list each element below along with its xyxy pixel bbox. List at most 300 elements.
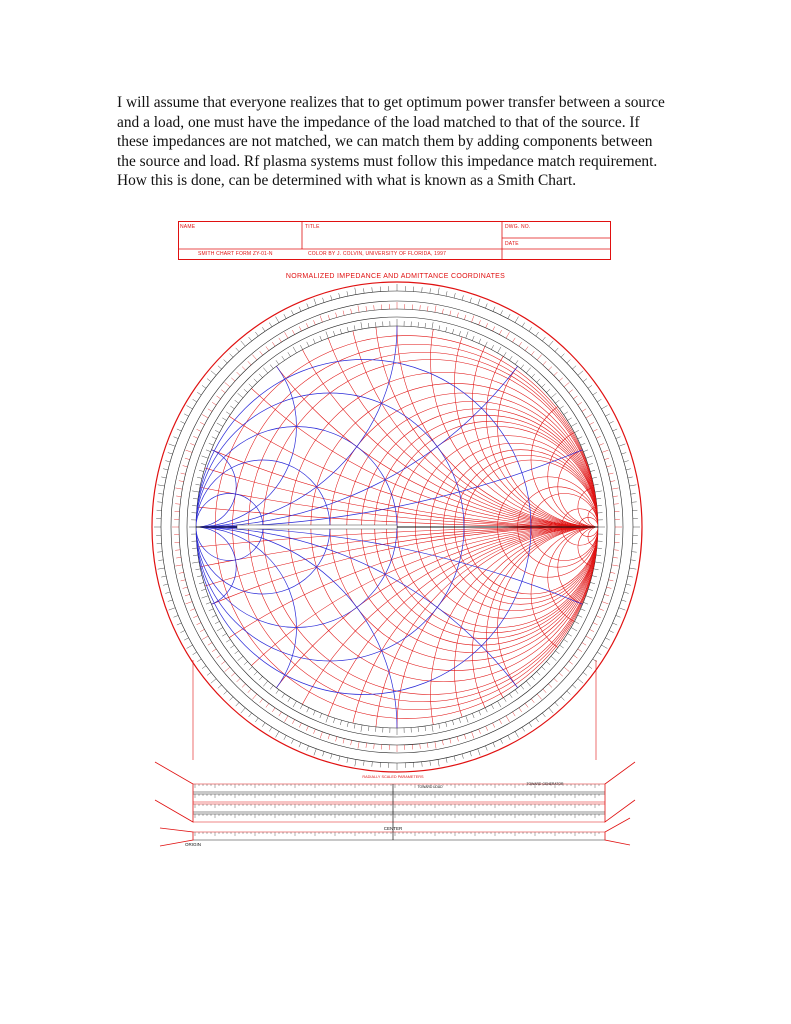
scale-tick <box>605 414 609 416</box>
scale-tick <box>320 336 322 341</box>
scale-tick <box>259 374 262 378</box>
scale-tick <box>609 580 614 581</box>
scale-tick <box>446 291 447 296</box>
scale-tick <box>567 634 571 637</box>
scale-tick <box>551 656 556 660</box>
origin-label: ORIGIN <box>184 842 202 847</box>
scale-tick <box>236 348 239 352</box>
scale-tick <box>581 443 586 445</box>
scale-tick <box>262 327 265 331</box>
scale-tick <box>326 332 328 339</box>
scale-tick <box>326 716 328 723</box>
scale-tick <box>599 443 604 445</box>
scale-tick <box>292 719 294 723</box>
scale-tick <box>593 392 597 395</box>
scale-tick <box>372 762 373 767</box>
scale-tick <box>616 437 621 439</box>
ruler-right-cap <box>605 762 635 822</box>
scale-tick <box>282 694 285 698</box>
scale-tick <box>586 456 593 458</box>
scale-tick <box>509 694 512 698</box>
scale-tick <box>231 378 235 381</box>
scale-tick <box>621 453 626 455</box>
scale-tick <box>231 673 235 676</box>
date-label: DATE <box>505 241 519 247</box>
scale-tick <box>218 685 222 688</box>
scale-tick <box>629 485 636 486</box>
reactance-arc <box>498 326 699 527</box>
scale-tick <box>208 409 212 412</box>
scale-tick <box>498 701 502 707</box>
scale-tick <box>420 305 421 310</box>
reactance-arc <box>196 527 791 1024</box>
susceptance-arc <box>0 125 397 527</box>
scale-tick <box>631 560 636 561</box>
scale-tick <box>260 351 263 355</box>
scale-tick <box>328 734 330 739</box>
scale-tick <box>542 384 546 387</box>
scale-tick <box>254 379 257 383</box>
scale-tick <box>180 421 184 423</box>
scale-tick <box>554 372 558 375</box>
scale-tick <box>435 742 436 749</box>
scale-tick <box>262 723 265 727</box>
scale-tick <box>589 629 593 631</box>
scale-tick <box>293 701 297 707</box>
scale-tick <box>609 421 613 423</box>
scale-tick <box>284 735 286 739</box>
scale-tick <box>361 725 362 732</box>
scale-tick <box>368 726 369 731</box>
scale-tick <box>590 582 595 583</box>
scale-tick <box>609 473 614 474</box>
scale-tick <box>354 724 355 729</box>
scale-tick <box>549 341 553 346</box>
scale-tick <box>588 589 593 591</box>
scale-tick <box>307 746 309 751</box>
scale-tick <box>596 616 601 618</box>
scale-tick <box>531 351 534 355</box>
scale-tick <box>537 694 541 699</box>
scale-tick <box>323 298 325 303</box>
scale-tick <box>632 502 637 503</box>
scale-tick <box>571 628 577 632</box>
scale-tick <box>619 608 626 610</box>
scale-tick <box>193 436 198 438</box>
scale-tick <box>279 338 282 342</box>
scale-tick <box>323 751 325 756</box>
scale-tick <box>491 704 493 708</box>
scale-tick <box>583 379 587 382</box>
scale-tick <box>470 298 472 303</box>
scale-tick <box>459 718 461 723</box>
scale-tick <box>211 371 216 375</box>
scale-tick <box>430 288 431 293</box>
scale-tick <box>614 550 619 551</box>
scale-tick <box>236 702 239 706</box>
scale-tick <box>596 555 601 556</box>
scale-tick <box>457 737 458 742</box>
scale-tick <box>313 729 315 734</box>
scale-tick <box>531 374 534 378</box>
scale-tick <box>425 323 426 328</box>
scale-tick <box>450 311 451 316</box>
scale-tick <box>536 718 539 722</box>
ruler-right-cap <box>605 818 630 845</box>
scale-tick <box>313 320 315 325</box>
scale-tick <box>506 332 510 338</box>
scale-tick <box>422 287 423 292</box>
scale-tick <box>597 652 601 655</box>
scale-tick <box>241 341 245 346</box>
scale-tick <box>485 746 487 751</box>
scale-tick <box>613 557 618 558</box>
scale-tick <box>599 609 604 611</box>
scale-tick <box>560 645 564 648</box>
scale-tick <box>522 727 525 731</box>
scale-tick <box>192 491 199 492</box>
scale-tick <box>595 562 602 563</box>
scale-tick <box>454 756 455 761</box>
scale-tick <box>184 414 188 416</box>
scale-tick <box>454 293 455 298</box>
scale-tick <box>499 330 501 334</box>
scale-tick <box>291 310 293 314</box>
scale-tick <box>222 418 226 421</box>
scale-tick <box>594 484 599 485</box>
scale-tick <box>537 379 540 383</box>
scale-tick <box>225 382 230 386</box>
scale-tick <box>554 678 558 681</box>
scale-tick <box>314 299 316 306</box>
scale-tick <box>470 751 472 756</box>
scale-tick <box>626 584 631 585</box>
scale-tick <box>592 477 597 478</box>
scale-tick <box>306 726 308 731</box>
scale-tick <box>202 596 209 598</box>
reactance-arc <box>311 0 791 527</box>
reactance-arc <box>454 240 741 527</box>
scale-tick <box>165 592 170 593</box>
susceptance-arc <box>0 527 598 1024</box>
scale-tick <box>343 311 344 316</box>
scale-tick <box>363 288 364 293</box>
scale-tick <box>202 456 209 458</box>
scale-tick <box>578 679 583 683</box>
scale-tick <box>435 305 436 312</box>
scale-tick <box>224 360 228 363</box>
scale-tick <box>548 684 551 688</box>
scale-tick <box>602 450 609 452</box>
scale-tick <box>260 699 263 703</box>
scale-tick <box>347 291 348 296</box>
scale-tick <box>285 332 289 338</box>
scale-tick <box>269 727 272 731</box>
scale-tick <box>165 461 170 462</box>
scale-tick <box>196 484 201 485</box>
scale-tick <box>515 360 518 364</box>
scale-tick <box>612 488 619 489</box>
scale-tick <box>628 477 633 478</box>
scale-tick <box>244 661 248 664</box>
scale-tick <box>628 576 633 577</box>
scale-tick <box>248 361 251 365</box>
scale-tick <box>157 502 162 503</box>
scale-tick <box>339 756 340 761</box>
scale-tick <box>567 360 571 363</box>
scale-tick <box>542 713 545 717</box>
scale-tick <box>235 400 239 403</box>
reactance-arc <box>558 527 638 607</box>
scale-tick <box>202 415 208 419</box>
scale-tick <box>276 317 280 323</box>
scale-tick <box>519 342 522 346</box>
scale-tick <box>586 596 593 598</box>
scale-tick <box>564 412 568 415</box>
scale-tick <box>217 628 223 632</box>
scale-tick <box>193 555 198 556</box>
susceptance-arc <box>0 0 598 527</box>
toward-load-label: TOWARD LOAD <box>417 785 443 789</box>
scale-tick <box>578 615 582 617</box>
scale-tick <box>632 552 637 553</box>
scale-tick <box>526 368 530 373</box>
scale-tick <box>472 316 474 323</box>
scale-tick <box>614 504 619 505</box>
scale-tick <box>546 389 550 392</box>
reactance-arc <box>454 527 741 814</box>
scale-tick <box>610 481 615 482</box>
scale-tick <box>336 313 337 318</box>
scale-tick <box>181 580 186 581</box>
scale-tick <box>276 690 279 694</box>
scale-tick <box>564 639 568 642</box>
scale-tick <box>190 609 195 611</box>
scale-tick <box>438 288 439 295</box>
scale-tick <box>605 638 609 640</box>
scale-tick <box>372 287 373 292</box>
dwg-no-label: DWG. NO. <box>505 224 531 230</box>
scale-tick <box>235 651 239 654</box>
scale-tick <box>185 594 190 596</box>
scale-tick <box>515 731 519 737</box>
reactance-arc <box>558 447 638 527</box>
form-label: SMITH CHART FORM ZY-01-N <box>198 251 273 257</box>
scale-tick <box>211 679 216 683</box>
scale-tick <box>161 576 166 577</box>
scale-tick <box>269 323 272 327</box>
scale-tick <box>595 491 602 492</box>
scale-tick <box>193 498 198 499</box>
scale-tick <box>573 396 577 399</box>
scale-tick <box>158 568 165 569</box>
scale-tick <box>509 356 512 360</box>
scale-tick <box>583 602 588 604</box>
scale-tick <box>285 716 289 722</box>
scale-tick <box>446 722 447 727</box>
scale-tick <box>493 743 495 748</box>
scale-tick <box>582 643 586 646</box>
scale-tick <box>270 685 273 689</box>
paragraph-line: How this is done, can be determined with what is known as a Smith Chart. <box>117 172 577 189</box>
scale-tick <box>184 638 188 640</box>
scale-tick <box>176 496 181 497</box>
scale-tick <box>549 708 553 713</box>
scale-tick <box>583 450 588 452</box>
scale-tick <box>186 602 193 604</box>
scale-tick <box>432 725 433 732</box>
scale-tick <box>288 697 291 701</box>
scale-tick <box>272 342 275 346</box>
scale-tick <box>427 743 428 748</box>
scale-tick <box>355 759 356 766</box>
scale-tick <box>572 685 576 688</box>
scale-tick <box>479 729 481 734</box>
reactance-arc <box>263 527 791 1024</box>
scale-tick <box>438 759 439 766</box>
scale-tick <box>307 342 309 346</box>
scale-tick <box>238 656 243 660</box>
scale-tick <box>594 569 599 570</box>
scale-tick <box>230 406 234 409</box>
scale-tick <box>206 450 211 452</box>
scale-tick <box>374 744 375 749</box>
scale-tick <box>515 317 519 323</box>
scale-tick <box>200 629 204 631</box>
reactance-arc <box>96 527 791 1024</box>
scale-tick <box>452 720 453 725</box>
scale-tick <box>366 743 367 748</box>
scale-tick <box>596 498 601 499</box>
scale-tick <box>592 576 597 577</box>
scale-tick <box>564 667 569 671</box>
scale-tick <box>197 392 201 395</box>
paragraph-line: I will assume that everyone realizes that to get optimum power transfer between a source <box>117 94 665 111</box>
scale-tick <box>215 621 219 623</box>
scale-tick <box>181 473 186 474</box>
scale-tick <box>158 485 165 486</box>
scale-tick <box>237 678 241 681</box>
scale-tick <box>255 332 258 336</box>
scale-tick <box>479 339 481 344</box>
scale-tick <box>612 565 619 566</box>
scale-tick <box>478 299 480 306</box>
scale-tick <box>513 712 516 716</box>
scale-tick <box>197 429 201 431</box>
scale-tick <box>331 754 332 759</box>
scale-tick <box>226 412 230 415</box>
scale-tick <box>314 749 316 756</box>
scale-tick <box>272 708 275 712</box>
reactance-arc <box>548 527 649 628</box>
scale-tick <box>244 389 248 392</box>
scale-tick <box>555 400 559 403</box>
scale-tick <box>578 402 582 405</box>
scale-tick <box>212 437 216 439</box>
scale-tick <box>361 322 362 329</box>
scale-tick <box>230 697 233 701</box>
scale-tick <box>217 396 221 399</box>
scale-tick <box>207 672 211 675</box>
scale-tick <box>588 385 592 388</box>
scale-tick <box>619 444 626 446</box>
scale-tick <box>504 352 507 356</box>
scale-tick <box>572 366 576 369</box>
title-label: TITLE <box>305 224 320 230</box>
scale-tick <box>546 661 550 664</box>
scale-tick <box>202 636 208 640</box>
scale-tick <box>519 708 522 712</box>
scale-tick <box>201 463 206 465</box>
scale-tick <box>472 336 474 341</box>
scale-tick <box>180 630 184 632</box>
reactance-arc <box>531 393 665 527</box>
reactance-arc <box>263 0 791 527</box>
scale-tick <box>299 307 301 312</box>
scale-tick <box>551 393 556 397</box>
scale-tick <box>358 742 359 749</box>
scale-tick <box>466 332 468 339</box>
scale-tick <box>168 600 173 602</box>
scale-tick <box>500 739 502 743</box>
reactance-arc <box>531 527 665 661</box>
scale-heading: RADIALLY SCALED PARAMETERS <box>362 775 424 779</box>
scale-tick <box>282 356 285 360</box>
scale-tick <box>581 609 586 611</box>
scale-tick <box>221 661 225 664</box>
scale-tick <box>347 722 348 727</box>
scale-tick <box>559 673 563 676</box>
scale-tick <box>263 368 267 373</box>
scale-tick <box>624 592 629 593</box>
susceptance-arc <box>156 447 236 527</box>
scale-tick <box>590 470 595 471</box>
susceptance-arc <box>156 527 236 607</box>
scale-tick <box>425 726 426 731</box>
scale-tick <box>307 304 309 309</box>
scale-tick <box>542 667 546 670</box>
scale-tick <box>175 565 182 566</box>
scale-tick <box>493 327 495 331</box>
scale-tick <box>252 694 256 699</box>
scale-tick <box>209 443 214 445</box>
scale-tick <box>190 443 195 445</box>
scale-tick <box>299 327 301 331</box>
scale-tick <box>485 342 487 346</box>
scale-tick <box>169 608 176 610</box>
scale-tick <box>351 309 352 314</box>
scale-tick <box>212 649 216 652</box>
scale-tick <box>508 314 510 318</box>
susceptance-arc <box>96 527 297 728</box>
scale-tick <box>197 576 202 577</box>
scale-tick <box>526 681 530 686</box>
scale-tick <box>478 749 480 756</box>
scale-tick <box>613 623 618 625</box>
scale-tick <box>263 681 267 686</box>
scale-tick <box>491 345 493 349</box>
credit-label: COLOR BY J. COLVIN, UNIVERSITY OF FLORIDA, 1997 <box>308 251 447 257</box>
scale-tick <box>493 723 495 727</box>
scale-tick <box>578 437 582 439</box>
scale-tick <box>343 739 344 744</box>
scale-tick <box>192 562 199 563</box>
scale-tick <box>427 306 428 311</box>
scale-tick <box>193 616 198 618</box>
scale-tick <box>347 327 348 332</box>
reactance-arc <box>96 0 791 527</box>
scale-tick <box>270 365 273 369</box>
